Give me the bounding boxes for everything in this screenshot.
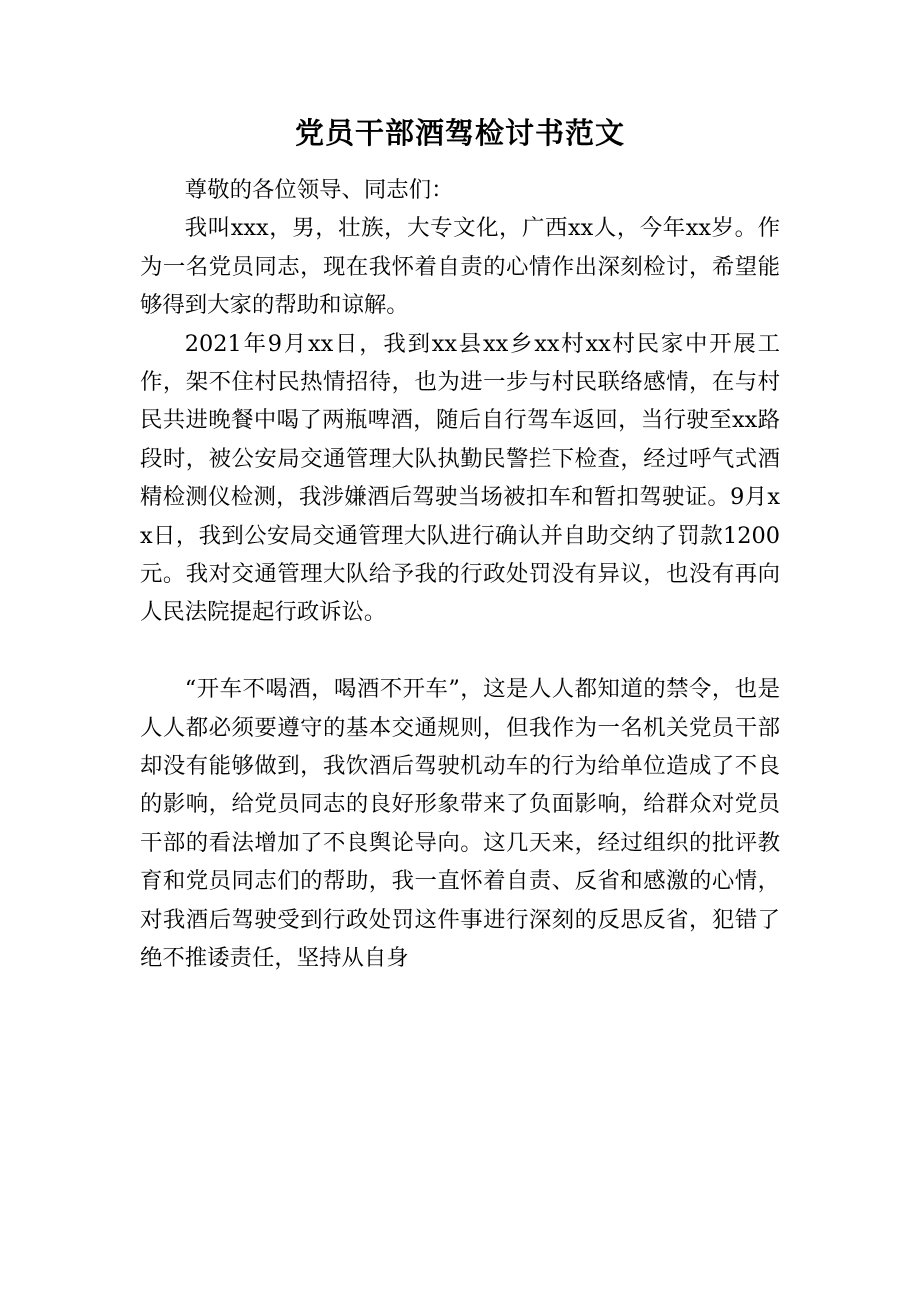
- salutation: 尊敬的各位领导、同志们：: [184, 177, 454, 203]
- document-body: [140, 171, 780, 978]
- paragraph-incident: 2021年9月xx日，我到xx县xx乡xx村xx村民家中开展工作，架不住村民热情招待，也为进一步与村民联络感情，在与村民共进晚餐中喝了两瓶啤酒，随后自行驾车返回，当行驶至xx路段时，被公安局交通管理大队执勤民警拦下检查，经过呼气式酒精检测仪检测，我涉嫌酒后驾驶当场被扣车和暂扣驾驶证。9月xx日，我到公安局交通管理大队进行确认并自助交纳了罚款1200元。我对交通管理大队给予我的行政处罚没有异议，也没有再向人民法院提起行政诉讼。: [140, 330, 780, 626]
- paragraph-spacer: [140, 632, 780, 670]
- paragraph-introduction: 我叫xxx，男，壮族，大专文化，广西xx人，今年xx岁。作为一名党员同志，现在我怀着自责的心情作出深刻检讨，希望能够得到大家的帮助和谅解。: [140, 215, 780, 319]
- paragraph-reflection: “开车不喝酒，喝酒不开车”，这是人人都知道的禁令，也是人人都必须要遵守的基本交通规则，但我作为一名机关党员干部却没有能够做到，我饮酒后驾驶机动车的行为给单位造成了不良的影响，给党员同志的良好形象带来了负面影响，给群众对党员干部的看法增加了不良舆论导向。这几天来，经过组织的批评教育和党员同志们的帮助，我一直怀着自责、反省和感激的心情，对我酒后驾驶受到行政处罚这件事进行深刻的反思反省，犯错了绝不推诿责任，坚持从自身: [140, 676, 780, 972]
- document-title: 党员干部酒驾检讨书范文: [294, 116, 625, 150]
